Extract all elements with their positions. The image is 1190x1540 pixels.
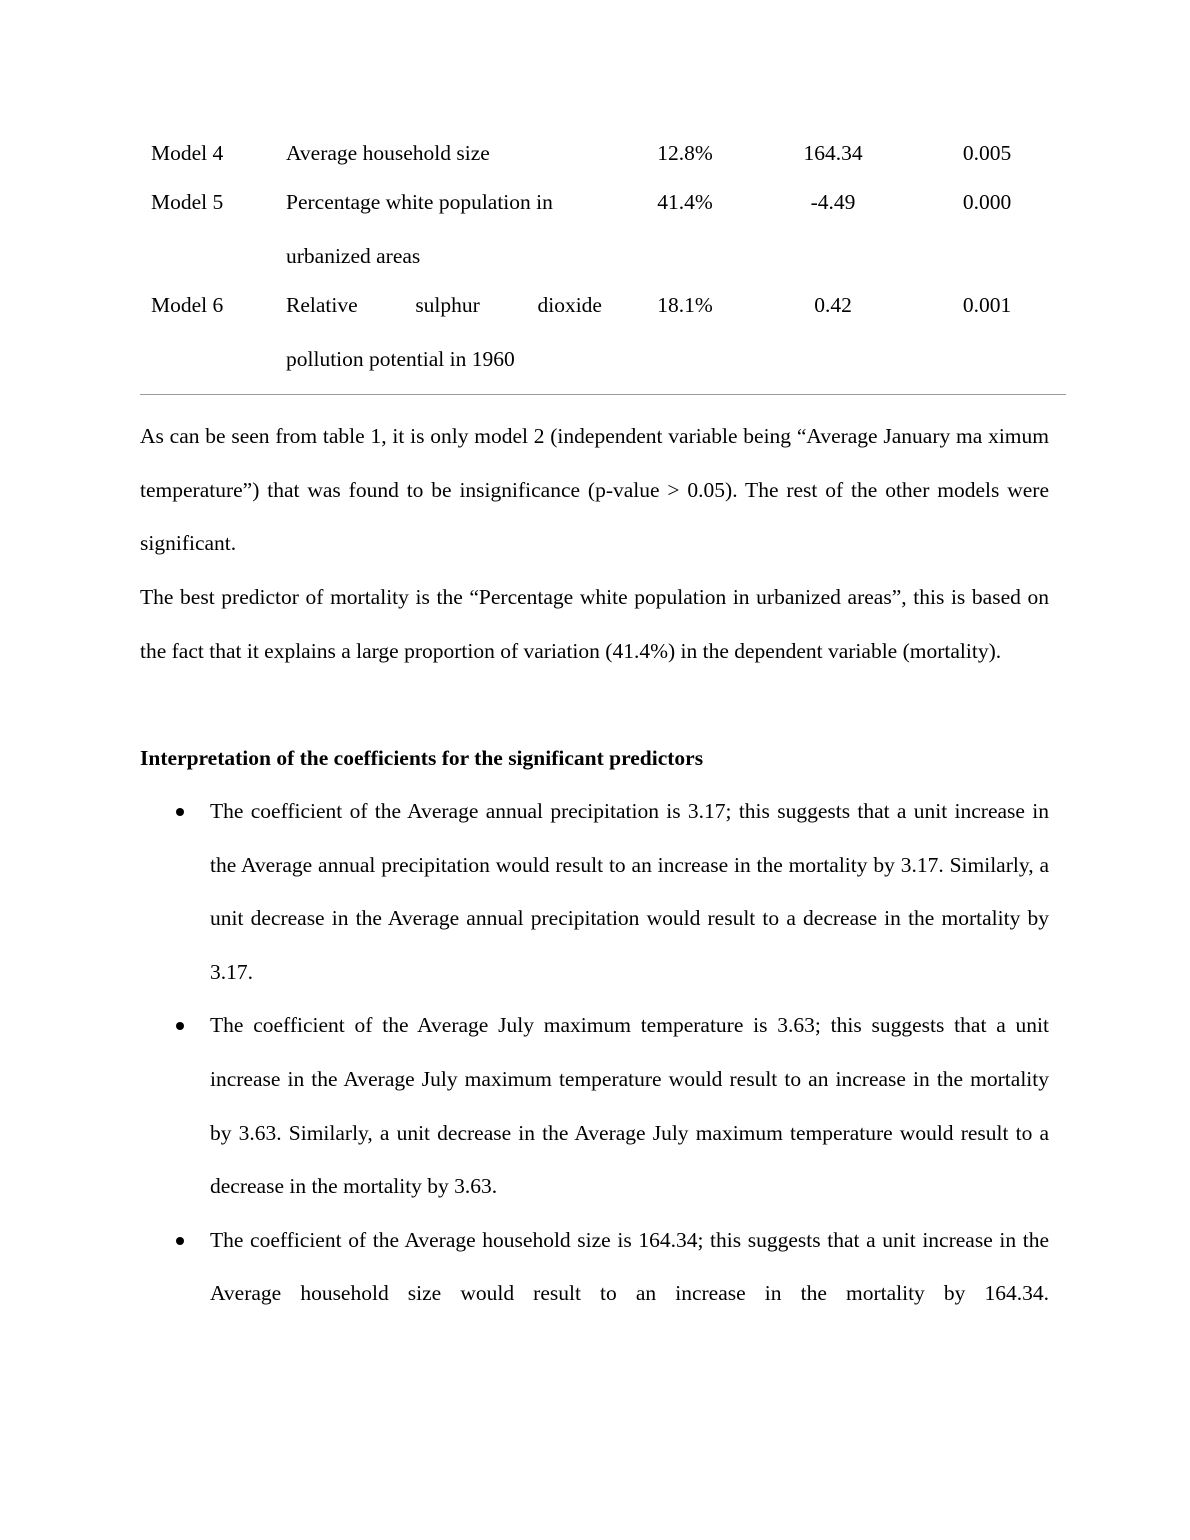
list-item-text: The coefficient of the Average July maximum temperature is 3.63; this suggests that a unit increase in the Average July maximum temperature would result to an increase in the mortality by 3.63. Similarly, a unit decrease in the Average July maximum temperature would result to a decrease in the mortality by 3.63. [210, 1013, 1049, 1199]
p-value-cell: 0.005 [962, 141, 1012, 165]
table-row [140, 175, 1066, 278]
bullet-list [140, 785, 1049, 1321]
bullet-icon [176, 1022, 184, 1030]
section-heading: Interpretation of the coefficients for the significant predictors [140, 746, 704, 770]
table-bottom-rule [140, 394, 1066, 395]
model-cell: Model 6 [151, 293, 224, 317]
variable-text: Average household size [286, 141, 490, 165]
model-cell: Model 5 [151, 190, 224, 214]
p-value-cell: 0.001 [962, 293, 1012, 317]
variable-cell [286, 278, 602, 386]
list-item [140, 999, 1049, 1213]
paragraph: The best predictor of mortality is the “Percentage white population in urbanized areas”, this is based on the fact that it explains a large proportion of variation (41.4%) in the dependent variable (mortality). [140, 585, 1049, 663]
variable-cell [286, 126, 602, 180]
p-value-cell: 0.000 [962, 190, 1012, 214]
variable-text: pollution potential in 1960 [286, 347, 515, 371]
bullet-icon [176, 1237, 184, 1245]
list-item-text: The coefficient of the Average annual precipitation is 3.17; this suggests that a unit increase in the Average annual precipitation would result to an increase in the mortality by 3.17. Similarly, a unit decrease in the Average annual precipitation would result to a decrease in the mortality by 3.17. [210, 799, 1049, 984]
variable-word: dioxide [537, 293, 602, 317]
variable-cell [286, 175, 602, 283]
results-table [140, 126, 1066, 386]
variable-text: urbanized areas [286, 244, 421, 268]
list-item-text: The coefficient of the Average household size is 164.34; this suggests that a unit increase in the Average household size would result to an increase in the mortality by 164.34. [210, 1227, 1049, 1306]
variable-word: sulphur [415, 293, 480, 317]
coefficient-cell: 164.34 [803, 141, 863, 165]
variable-text [286, 278, 602, 332]
table-row [140, 126, 1066, 175]
table-row [140, 278, 1066, 386]
bullet-icon [176, 808, 184, 816]
list-item [140, 785, 1049, 999]
list-item [140, 1214, 1049, 1321]
r-squared-cell: 18.1% [657, 293, 713, 317]
paragraph: As can be seen from table 1, it is only model 2 (independent variable being “Average January ma ximum temperature”) that was found to be insignificance (p-value > 0.05). The rest of the other models were significant. [140, 424, 1049, 556]
variable-text: Percentage white population in [286, 190, 553, 214]
r-squared-cell: 41.4% [657, 190, 713, 214]
r-squared-cell: 12.8% [657, 141, 713, 165]
variable-word: Relative [286, 293, 358, 317]
model-cell: Model 4 [151, 141, 224, 165]
coefficient-cell: -4.49 [810, 190, 856, 214]
coefficient-cell: 0.42 [814, 293, 852, 317]
